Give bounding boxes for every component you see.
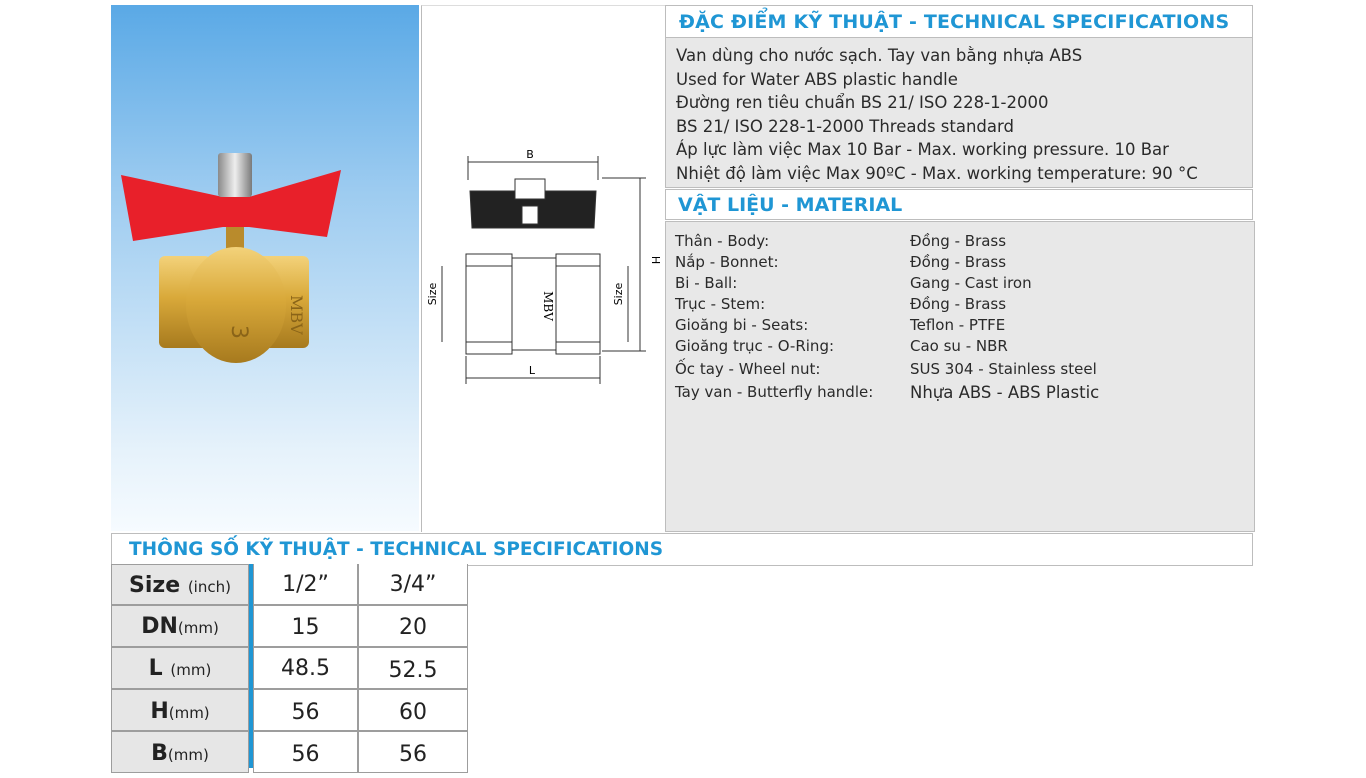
table-cell: 56 [253, 689, 358, 731]
table-cell: 3/4” [358, 564, 468, 605]
material-value: Đồng - Brass [910, 253, 1007, 271]
material-row [675, 253, 1007, 271]
table-row-label: B(mm) [111, 731, 249, 773]
table-row-label: H(mm) [111, 689, 249, 731]
product-photo-panel [111, 5, 419, 531]
spec-line: Áp lực làm việc Max 10 Bar - Max. working pressure. 10 Bar [676, 140, 1169, 159]
material-value: SUS 304 - Stainless steel [910, 360, 1097, 378]
table-cell: 56 [253, 731, 358, 773]
material-row [675, 360, 1097, 378]
material-part: Gioăng bi - Seats: [675, 316, 809, 334]
material-part: Ốc tay - Wheel nut: [675, 360, 821, 378]
photo-brand-mark: MBV [287, 295, 306, 335]
table-row-label: L (mm) [111, 647, 249, 689]
material-part: Tay van - Butterfly handle: [675, 383, 874, 401]
ball-valve-photo [111, 5, 419, 531]
material-part: Nắp - Bonnet: [675, 253, 779, 271]
material-row [675, 383, 1100, 402]
spec-line: Nhiệt độ làm việc Max 90ºC - Max. working temperature: 90 °C [676, 163, 1198, 183]
spec-line: Đường ren tiêu chuẩn BS 21/ ISO 228-1-2000 [676, 93, 1049, 112]
table-cell: 1/2” [253, 564, 358, 605]
material-value: Cao su - NBR [910, 337, 1008, 355]
material-part: Bi - Ball: [675, 274, 738, 292]
table-cell: 60 [358, 689, 468, 731]
valve-dimension-drawing [422, 6, 665, 532]
spec-line: BS 21/ ISO 228-1-2000 Threads standard [676, 116, 1014, 136]
drawing-brand-mark: MBV [541, 291, 555, 321]
dimension-label-b: B [526, 148, 534, 161]
material-part: Trục - Stem: [675, 295, 766, 313]
spec-lines [666, 38, 1252, 185]
material-row [675, 295, 1007, 313]
material-value: Đồng - Brass [910, 295, 1007, 313]
technical-drawing-panel [421, 5, 665, 532]
dimension-label-size-left: Size [426, 282, 439, 306]
dimension-label-size-right: Size [612, 282, 625, 306]
material-value: Teflon - PTFE [910, 316, 1006, 334]
material-title: VẬT LIỆU - MATERIAL [665, 189, 1253, 220]
material-panel [665, 221, 1255, 532]
spec-line: Van dùng cho nước sạch. Tay van bằng nhựa ABS [676, 46, 1083, 65]
spec-line: Used for Water ABS plastic handle [676, 69, 958, 89]
table-row-label: DN(mm) [111, 605, 249, 647]
dimension-label-l: L [528, 364, 536, 377]
table-cell: 20 [358, 605, 468, 647]
table-cell: 15 [253, 605, 358, 647]
material-row [675, 274, 1032, 292]
material-row [675, 232, 1007, 250]
material-value: Gang - Cast iron [910, 274, 1032, 292]
material-row [675, 337, 1008, 355]
table-row-label: Size (inch) [111, 564, 249, 605]
material-row [675, 316, 1006, 334]
spec-title: ĐẶC ĐIỂM KỸ THUẬT - TECHNICAL SPECIFICATIONS [666, 6, 1252, 38]
table-cell: 52.5 [358, 647, 468, 689]
spec-panel [665, 5, 1253, 188]
material-part: Thân - Body: [675, 232, 770, 250]
material-value: Nhựa ABS - ABS Plastic [910, 383, 1100, 402]
table-cell: 48.5 [253, 647, 358, 689]
tech-table-title: THÔNG SỐ KỸ THUẬT - TECHNICAL SPECIFICATIONS [111, 533, 1253, 566]
table-cell: 56 [358, 731, 468, 773]
material-part: Gioăng trục - O-Ring: [675, 337, 835, 355]
dimension-label-h: H [649, 255, 662, 265]
photo-logo-mark: 3 [226, 325, 251, 339]
material-value: Đồng - Brass [910, 232, 1007, 250]
